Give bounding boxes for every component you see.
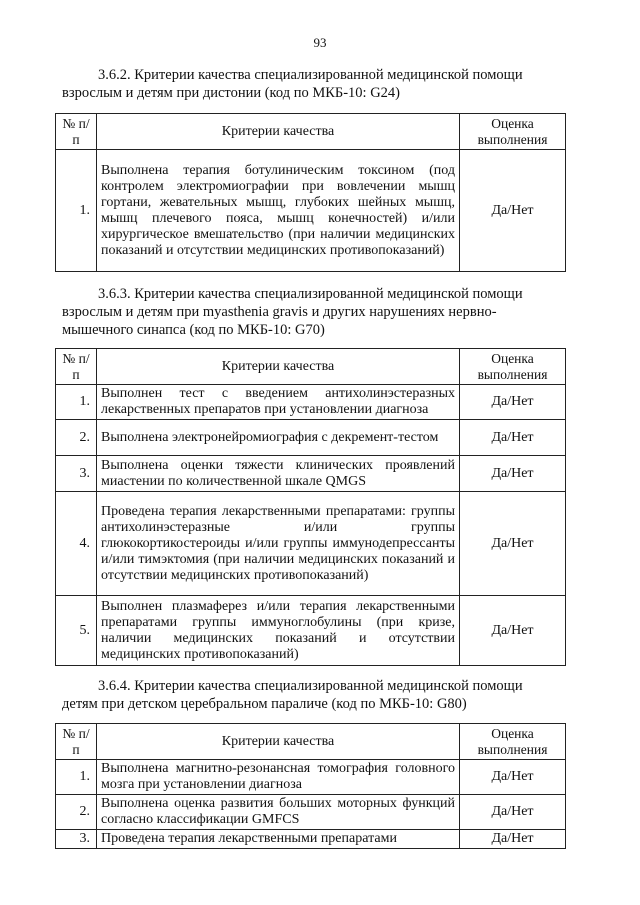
- table-row: [56, 760, 566, 795]
- table-header-row: [56, 724, 566, 760]
- row-score: Да/Нет: [460, 456, 566, 492]
- section-heading-3-6-3: [62, 285, 562, 339]
- table-row: [56, 830, 566, 849]
- table-header-row: [56, 349, 566, 385]
- row-number: 5.: [56, 596, 97, 666]
- table-row: [56, 795, 566, 830]
- column-header-number: № п/п: [56, 349, 97, 385]
- column-header-number: № п/п: [56, 724, 97, 760]
- criteria-table-3-6-4: [55, 723, 566, 849]
- row-score: Да/Нет: [460, 492, 566, 596]
- row-score: Да/Нет: [460, 150, 566, 272]
- row-number: 1.: [56, 385, 97, 420]
- column-header-score: Оценка выполнения: [460, 349, 566, 385]
- row-number: 2.: [56, 420, 97, 456]
- heading-line: взрослым и детям при дистонии (код по МКБ-10: G24): [62, 85, 401, 101]
- heading-line: 3.6.2. Критерии качества специализированной медицинской помощи: [98, 67, 523, 83]
- row-number: 1.: [56, 760, 97, 795]
- row-number: 3.: [56, 830, 97, 849]
- heading-line: мышечного синапса (код по МКБ-10: G70): [62, 322, 325, 338]
- row-score: Да/Нет: [460, 385, 566, 420]
- column-header-criteria: Критерии качества: [97, 349, 460, 385]
- column-header-criteria: Критерии качества: [97, 114, 460, 150]
- column-header-score: Оценка выполнения: [460, 114, 566, 150]
- table-row: [56, 596, 566, 666]
- table-row: [56, 150, 566, 272]
- section-heading-3-6-4: [62, 677, 562, 713]
- row-criterion: Выполнена терапия ботулиническим токсином (под контролем электромиографии при вовлечении мышц гортани, жевательных мышц, глубоких шейных мышц, мышц плечевого пояса, мышц конечностей) и/или хирургическое вмешательство (при наличии медицинских показаний и отсутствии медицинских противопоказаний): [97, 150, 460, 272]
- table-row: [56, 385, 566, 420]
- criteria-table-3-6-2: [55, 113, 566, 272]
- row-criterion: Выполнена оценка развития больших моторных функций согласно классификации GMFCS: [97, 795, 460, 830]
- heading-line: взрослым и детям при myasthenia gravis и других нарушениях нервно-: [62, 304, 497, 320]
- page-number: 93: [313, 35, 327, 50]
- table-row: [56, 420, 566, 456]
- row-criterion: Выполнена магнитно-резонансная томография головного мозга при установлении диагноза: [97, 760, 460, 795]
- heading-line: 3.6.4. Критерии качества специализированной медицинской помощи: [98, 678, 523, 694]
- row-criterion: Проведена терапия лекарственными препаратами: [97, 830, 460, 849]
- heading-line: 3.6.3. Критерии качества специализированной медицинской помощи: [98, 286, 523, 302]
- row-score: Да/Нет: [460, 795, 566, 830]
- row-number: 4.: [56, 492, 97, 596]
- row-criterion: Проведена терапия лекарственными препаратами: группы антихолинэстеразные и/или группы глюкокортикостероиды и/или группы иммунодепрессанты и/или тимэктомия (при наличии медицинских показаний и отсутствии медицинских противопоказаний): [97, 492, 460, 596]
- heading-line: детям при детском церебральном параличе (код по МКБ-10: G80): [62, 696, 467, 712]
- section-heading-3-6-2: [62, 66, 562, 102]
- row-score: Да/Нет: [460, 830, 566, 849]
- column-header-criteria: Критерии качества: [97, 724, 460, 760]
- column-header-number: № п/п: [56, 114, 97, 150]
- row-score: Да/Нет: [460, 596, 566, 666]
- row-criterion: Выполнен плазмаферез и/или терапия лекарственными препаратами группы иммуноглобулины (при кризе, наличии медицинских показаний и отсутствии медицинских противопоказаний): [97, 596, 460, 666]
- row-criterion: Выполнена электронейромиография с декремент-тестом: [97, 420, 460, 456]
- row-score: Да/Нет: [460, 420, 566, 456]
- table-header-row: [56, 114, 566, 150]
- row-criterion: Выполнена оценки тяжести клинических проявлений миастении по количественной шкале QMGS: [97, 456, 460, 492]
- table-row: [56, 492, 566, 596]
- row-number: 3.: [56, 456, 97, 492]
- row-number: 1.: [56, 150, 97, 272]
- criteria-table-3-6-3: [55, 348, 566, 666]
- row-number: 2.: [56, 795, 97, 830]
- row-criterion: Выполнен тест с введением антихолинэстеразных лекарственных препаратов при установлении диагноза: [97, 385, 460, 420]
- table-row: [56, 456, 566, 492]
- row-score: Да/Нет: [460, 760, 566, 795]
- column-header-score: Оценка выполнения: [460, 724, 566, 760]
